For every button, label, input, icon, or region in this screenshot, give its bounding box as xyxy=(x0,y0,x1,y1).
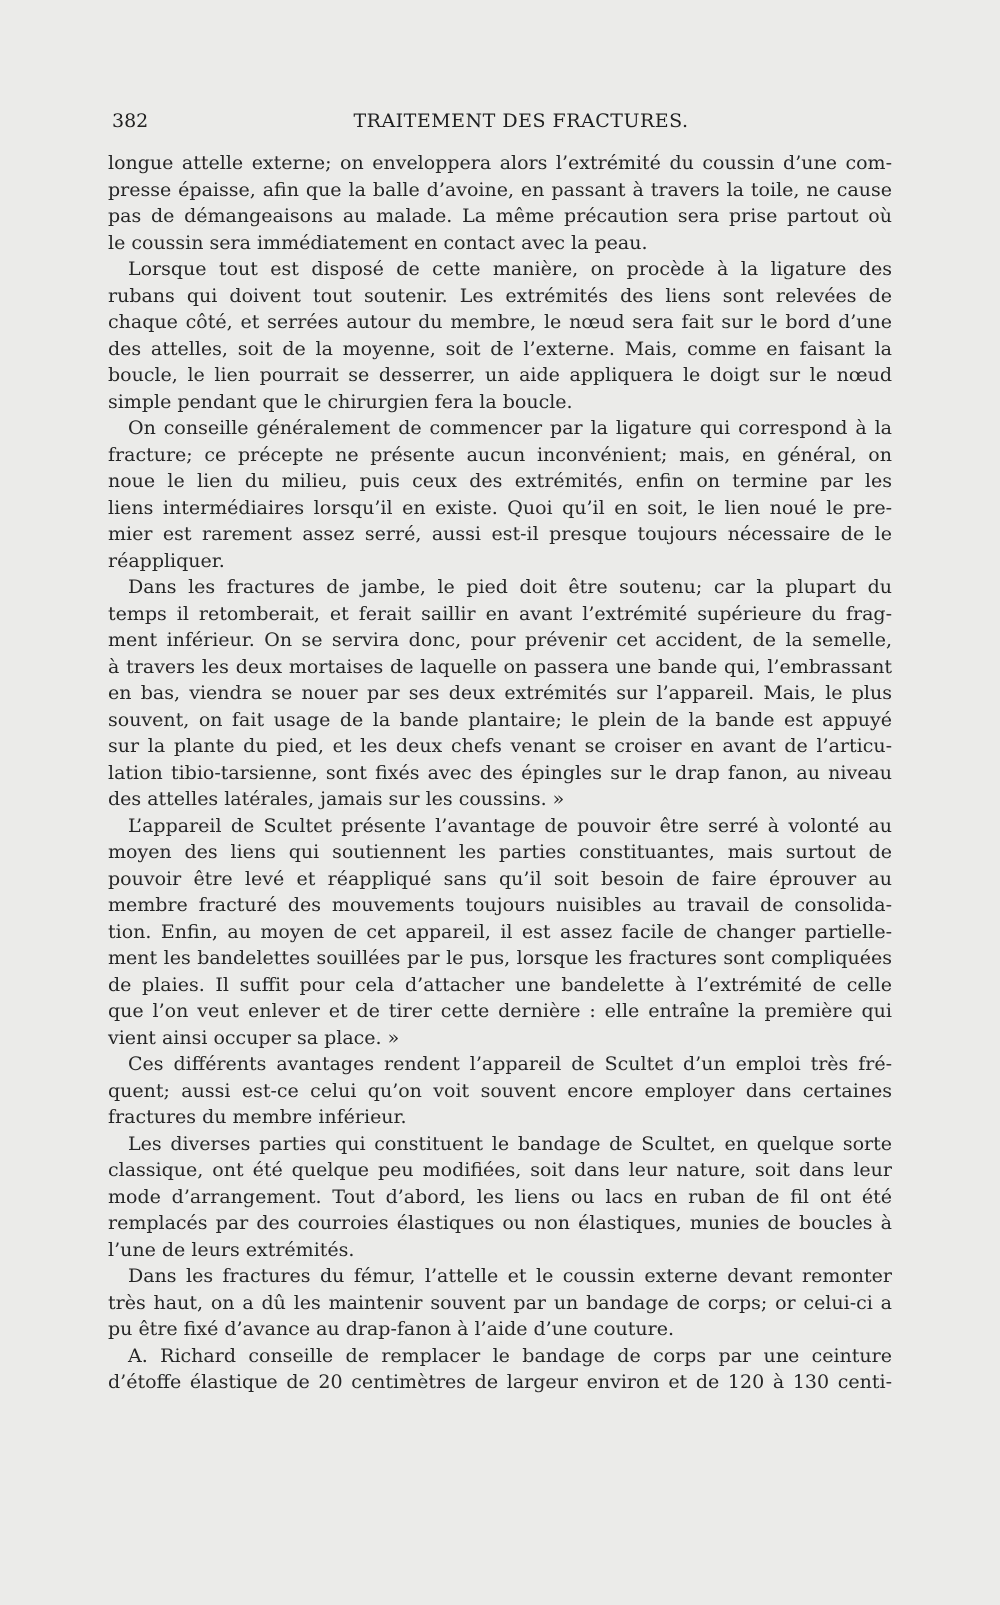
text-line: en bas, viendra se nouer par ses deux extrémités sur l’appareil. Mais, le plus xyxy=(108,682,892,704)
text-line: pouvoir être levé et réappliqué sans qu’il soit besoin de faire éprouver au xyxy=(108,867,892,890)
text-line: à travers les deux mortaises de laquelle on passera une bande qui, l’embrassant xyxy=(108,655,892,678)
text-line: de plaies. Il suffit pour cela d’attacher une bandelette à l’extrémité de celle xyxy=(108,973,892,996)
text-line: vient ainsi occuper sa place. » xyxy=(108,1026,400,1049)
text-line: le coussin sera immédiatement en contact avec la peau. xyxy=(108,231,648,254)
text-line: l’une de leurs extrémités. xyxy=(108,1238,355,1261)
text-line: fractures du membre inférieur. xyxy=(108,1106,407,1128)
text-line: presse épaisse, afin que la balle d’avoine, en passant à travers la toile, ne cause xyxy=(108,178,892,201)
text-line: membre fracturé des mouvements toujours nuisibles au travail de consolida- xyxy=(108,894,892,916)
text-line: mier est rarement assez serré, aussi est-il presque toujours nécessaire de le xyxy=(108,523,892,545)
text-line: temps il retomberait, et ferait saillir en avant l’extrémité supérieure du frag- xyxy=(108,602,892,625)
text-line: A. Richard conseille de remplacer le bandage de corps par une ceinture xyxy=(128,1344,892,1367)
page-header xyxy=(112,110,890,140)
text-line: Lorsque tout est disposé de cette manière, on procède à la ligature des xyxy=(128,258,892,280)
body-text xyxy=(108,150,892,1396)
text-line: boucle, le lien pourrait se desserrer, un aide appliquera le doigt sur le nœud xyxy=(108,364,892,386)
text-line: L’appareil de Scultet présente l’avantage de pouvoir être serré à volonté au xyxy=(128,814,892,837)
text-line: souvent, on fait usage de la bande plantaire; le plein de la bande est appuyé xyxy=(108,708,892,731)
text-line: que l’on veut enlever et de tirer cette dernière : elle entraîne la première qui xyxy=(108,1000,892,1022)
text-line: mode d’arrangement. Tout d’abord, les liens ou lacs en ruban de fil ont été xyxy=(108,1185,892,1208)
text-line: pas de démangeaisons au malade. La même précaution sera prise partout où xyxy=(108,205,892,227)
text-line: très haut, on a dû les maintenir souvent par un bandage de corps; or celui-ci a xyxy=(108,1291,892,1314)
text-line: liens intermédiaires lorsqu’il en existe. Quoi qu’il en soit, le lien noué le pre- xyxy=(108,496,892,519)
text-line: des attelles, soit de la moyenne, soit de l’externe. Mais, comme en faisant la xyxy=(108,337,892,360)
text-line: moyen des liens qui soutiennent les parties constituantes, mais surtout de xyxy=(108,841,892,863)
text-line: classique, ont été quelque peu modifiées, soit dans leur nature, soit dans leur xyxy=(108,1159,892,1181)
text-line: quent; aussi est-ce celui qu’on voit souvent encore employer dans certaines xyxy=(108,1079,892,1102)
text-line: Dans les fractures du fémur, l’attelle et le coussin externe devant remonter xyxy=(128,1265,892,1287)
text-line: On conseille généralement de commencer par la ligature qui correspond à la xyxy=(128,417,892,439)
text-line: ment les bandelettes souillées par le pus, lorsque les fractures sont compliquées xyxy=(108,947,892,969)
text-line: Dans les fractures de jambe, le pied doit être soutenu; car la plupart du xyxy=(128,576,892,598)
text-line: des attelles latérales, jamais sur les coussins. » xyxy=(108,788,565,810)
text-line: d’étoffe élastique de 20 centimètres de largeur environ et de 120 à 130 centi- xyxy=(108,1371,892,1393)
text-line: chaque côté, et serrées autour du membre, le nœud sera fait sur le bord d’une xyxy=(108,311,892,333)
text-line: Ces différents avantages rendent l’appareil de Scultet d’un emploi très fré- xyxy=(128,1053,892,1075)
text-line: simple pendant que le chirurgien fera la boucle. xyxy=(108,390,573,413)
text-line: ment inférieur. On se servira donc, pour prévenir cet accident, de la semelle, xyxy=(108,629,892,651)
text-line: Les diverses parties qui constituent le bandage de Scultet, en quelque sorte xyxy=(128,1132,892,1155)
running-head: TRAITEMENT DES FRACTURES. xyxy=(353,110,689,132)
text-line: pu être fixé d’avance au drap-fanon à l’aide d’une couture. xyxy=(108,1318,675,1340)
text-line: lation tibio-tarsienne, sont fixés avec des épingles sur le drap fanon, au niveau xyxy=(108,761,892,784)
page-number: 382 xyxy=(112,110,149,132)
text-line: noue le lien du milieu, puis ceux des extrémités, enfin on termine par les xyxy=(108,470,892,492)
text-line: fracture; ce précepte ne présente aucun inconvénient; mais, en général, on xyxy=(108,443,892,466)
text-line: rubans qui doivent tout soutenir. Les extrémités des liens sont relevées de xyxy=(108,284,892,307)
text-line: réappliquer. xyxy=(108,549,225,572)
text-line: longue attelle externe; on enveloppera alors l’extrémité du coussin d’une com- xyxy=(108,152,892,174)
text-line: sur la plante du pied, et les deux chefs venant se croiser en avant de l’articu- xyxy=(108,735,892,757)
text-line: tion. Enfin, au moyen de cet appareil, il est assez facile de changer partielle- xyxy=(108,920,892,943)
text-line: remplacés par des courroies élastiques ou non élastiques, munies de boucles à xyxy=(108,1212,892,1234)
